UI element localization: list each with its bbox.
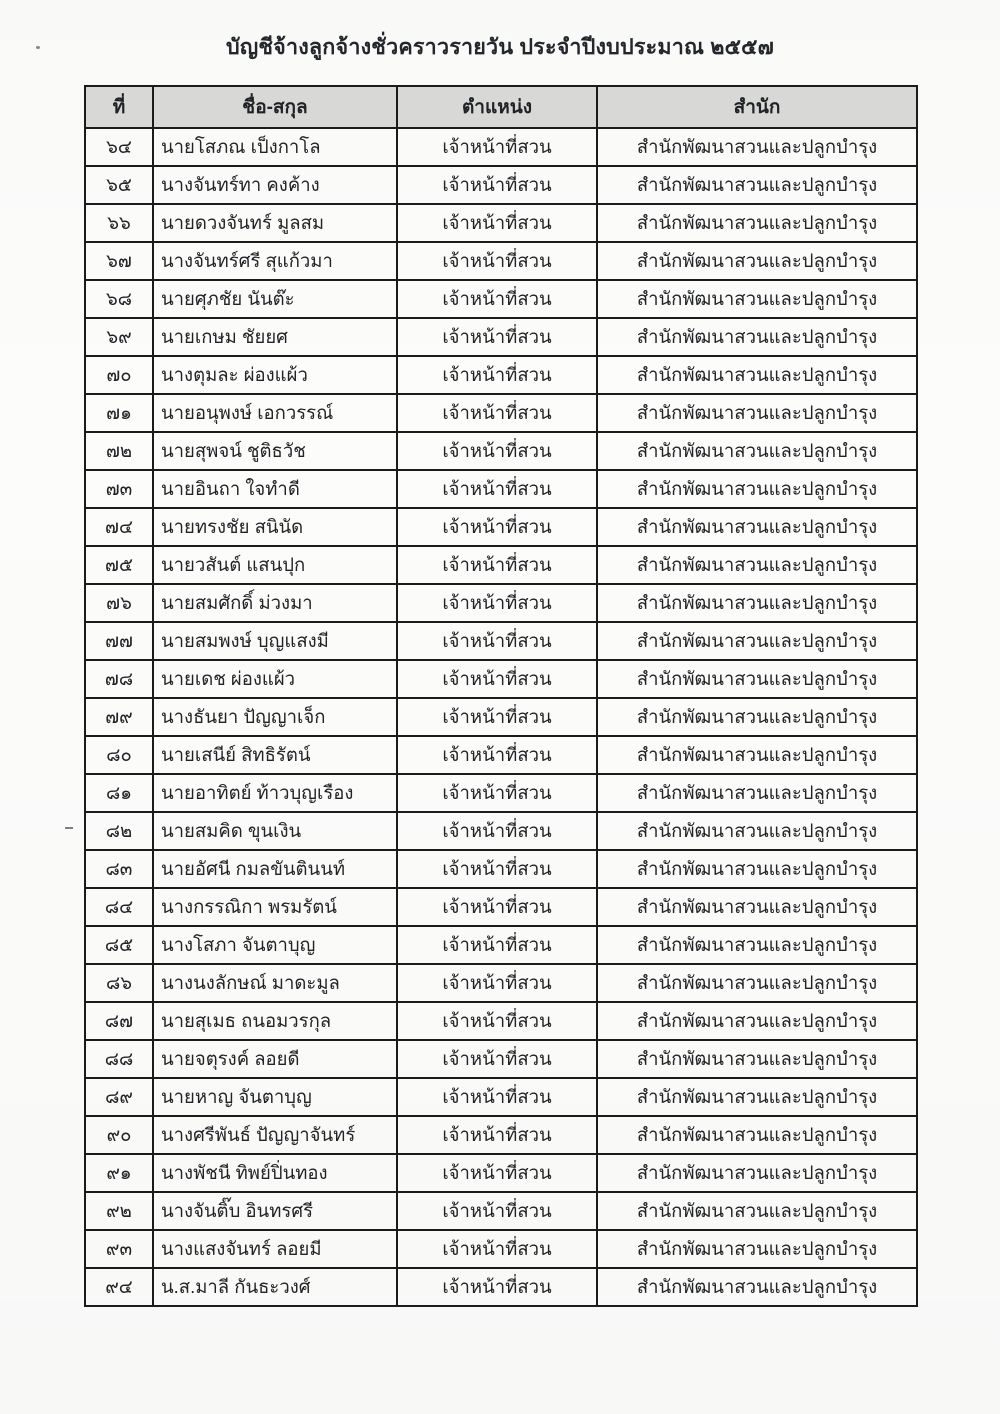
table-row: [85, 166, 917, 204]
cell-office: สำนักพัฒนาสวนและปลูกบำรุง: [597, 698, 917, 736]
cell-office: สำนักพัฒนาสวนและปลูกบำรุง: [597, 508, 917, 546]
cell-name: นายเสนีย์ สิทธิรัตน์: [153, 736, 397, 774]
cell-position: เจ้าหน้าที่สวน: [397, 394, 597, 432]
cell-position: เจ้าหน้าที่สวน: [397, 1154, 597, 1192]
table-row: [85, 1040, 917, 1078]
cell-name: นางศรีพันธ์ ปัญญาจันทร์: [153, 1116, 397, 1154]
cell-no: ๗๑: [85, 394, 153, 432]
cell-name: นายโสภณ เป็งกาโล: [153, 128, 397, 166]
table-header: [85, 86, 917, 128]
cell-name: นายศุภชัย นันต๊ะ: [153, 280, 397, 318]
header-name: ชื่อ-สกุล: [153, 86, 397, 128]
cell-office: สำนักพัฒนาสวนและปลูกบำรุง: [597, 622, 917, 660]
cell-name: นางกรรณิกา พรมรัตน์: [153, 888, 397, 926]
table-row: [85, 1268, 917, 1306]
cell-position: เจ้าหน้าที่สวน: [397, 660, 597, 698]
cell-no: ๘๙: [85, 1078, 153, 1116]
cell-position: เจ้าหน้าที่สวน: [397, 318, 597, 356]
cell-no: ๙๐: [85, 1116, 153, 1154]
cell-office: สำนักพัฒนาสวนและปลูกบำรุง: [597, 926, 917, 964]
cell-position: เจ้าหน้าที่สวน: [397, 242, 597, 280]
cell-position: เจ้าหน้าที่สวน: [397, 774, 597, 812]
cell-name: นางพัชนี ทิพย์ปิ่นทอง: [153, 1154, 397, 1192]
cell-position: เจ้าหน้าที่สวน: [397, 622, 597, 660]
cell-no: ๖๕: [85, 166, 153, 204]
cell-name: นางจันทร์ทา คงค้าง: [153, 166, 397, 204]
cell-position: เจ้าหน้าที่สวน: [397, 280, 597, 318]
cell-office: สำนักพัฒนาสวนและปลูกบำรุง: [597, 166, 917, 204]
table-header-row: [85, 86, 917, 128]
cell-no: ๘๘: [85, 1040, 153, 1078]
cell-position: เจ้าหน้าที่สวน: [397, 888, 597, 926]
cell-position: เจ้าหน้าที่สวน: [397, 1192, 597, 1230]
employee-roster-table: [84, 85, 918, 1307]
table-row: [85, 964, 917, 1002]
cell-name: นางนงลักษณ์ มาดะมูล: [153, 964, 397, 1002]
cell-position: เจ้าหน้าที่สวน: [397, 926, 597, 964]
cell-name: นายสมศักดิ์ ม่วงมา: [153, 584, 397, 622]
cell-name: นางตุมละ ผ่องแผ้ว: [153, 356, 397, 394]
cell-name: นายจตุรงค์ ลอยดี: [153, 1040, 397, 1078]
cell-position: เจ้าหน้าที่สวน: [397, 1002, 597, 1040]
cell-no: ๘๕: [85, 926, 153, 964]
cell-office: สำนักพัฒนาสวนและปลูกบำรุง: [597, 1002, 917, 1040]
cell-name: นายเดช ผ่องแผ้ว: [153, 660, 397, 698]
table-row: [85, 242, 917, 280]
cell-office: สำนักพัฒนาสวนและปลูกบำรุง: [597, 850, 917, 888]
table-row: [85, 394, 917, 432]
cell-position: เจ้าหน้าที่สวน: [397, 736, 597, 774]
cell-no: ๗๕: [85, 546, 153, 584]
cell-office: สำนักพัฒนาสวนและปลูกบำรุง: [597, 1192, 917, 1230]
cell-office: สำนักพัฒนาสวนและปลูกบำรุง: [597, 964, 917, 1002]
cell-name: นายอาทิตย์ ท้าวบุญเรือง: [153, 774, 397, 812]
cell-name: นายสมคิด ขุนเงิน: [153, 812, 397, 850]
cell-name: นางธันยา ปัญญาเจ็ก: [153, 698, 397, 736]
page-title: บัญชีจ้างลูกจ้างชั่วคราวรายวัน ประจำปีงบประมาณ ๒๕๕๗: [226, 35, 774, 59]
cell-position: เจ้าหน้าที่สวน: [397, 546, 597, 584]
cell-no: ๗๒: [85, 432, 153, 470]
cell-no: ๙๑: [85, 1154, 153, 1192]
cell-no: ๗๗: [85, 622, 153, 660]
cell-name: นายสุเมธ ถนอมวรกุล: [153, 1002, 397, 1040]
cell-no: ๘๐: [85, 736, 153, 774]
cell-no: ๖๖: [85, 204, 153, 242]
header-office: สำนัก: [597, 86, 917, 128]
cell-office: สำนักพัฒนาสวนและปลูกบำรุง: [597, 128, 917, 166]
cell-no: ๖๔: [85, 128, 153, 166]
table-row: [85, 470, 917, 508]
cell-office: สำนักพัฒนาสวนและปลูกบำรุง: [597, 1230, 917, 1268]
cell-name: นายอัศนี กมลขันตินนท์: [153, 850, 397, 888]
table-row: [85, 204, 917, 242]
table-row: [85, 622, 917, 660]
cell-office: สำนักพัฒนาสวนและปลูกบำรุง: [597, 546, 917, 584]
cell-no: ๗๐: [85, 356, 153, 394]
cell-name: นายทรงชัย สนินัด: [153, 508, 397, 546]
cell-position: เจ้าหน้าที่สวน: [397, 470, 597, 508]
cell-office: สำนักพัฒนาสวนและปลูกบำรุง: [597, 356, 917, 394]
cell-position: เจ้าหน้าที่สวน: [397, 356, 597, 394]
cell-no: ๘๓: [85, 850, 153, 888]
cell-position: เจ้าหน้าที่สวน: [397, 584, 597, 622]
cell-position: เจ้าหน้าที่สวน: [397, 432, 597, 470]
cell-position: เจ้าหน้าที่สวน: [397, 508, 597, 546]
cell-no: ๘๔: [85, 888, 153, 926]
table-body: [85, 128, 917, 1306]
table-row: [85, 1002, 917, 1040]
table-row: [85, 128, 917, 166]
cell-name: นางจันทร์ศรี สุแก้วมา: [153, 242, 397, 280]
cell-office: สำนักพัฒนาสวนและปลูกบำรุง: [597, 1154, 917, 1192]
cell-name: นางโสภา จันตาบุญ: [153, 926, 397, 964]
table-row: [85, 280, 917, 318]
cell-name: นายเกษม ชัยยศ: [153, 318, 397, 356]
cell-office: สำนักพัฒนาสวนและปลูกบำรุง: [597, 1040, 917, 1078]
scan-artifact-dash: [65, 827, 73, 829]
table-row: [85, 1116, 917, 1154]
table-row: [85, 774, 917, 812]
cell-name: นายสมพงษ์ บุญแสงมี: [153, 622, 397, 660]
table-row: [85, 1154, 917, 1192]
cell-name: นายสุพจน์ ชูติธวัช: [153, 432, 397, 470]
table-row: [85, 508, 917, 546]
cell-office: สำนักพัฒนาสวนและปลูกบำรุง: [597, 318, 917, 356]
table-row: [85, 584, 917, 622]
cell-no: ๖๘: [85, 280, 153, 318]
cell-office: สำนักพัฒนาสวนและปลูกบำรุง: [597, 432, 917, 470]
table-row: [85, 888, 917, 926]
cell-position: เจ้าหน้าที่สวน: [397, 1040, 597, 1078]
cell-office: สำนักพัฒนาสวนและปลูกบำรุง: [597, 394, 917, 432]
cell-no: ๙๔: [85, 1268, 153, 1306]
cell-no: ๗๔: [85, 508, 153, 546]
cell-name: นายอินถา ใจทำดี: [153, 470, 397, 508]
cell-office: สำนักพัฒนาสวนและปลูกบำรุง: [597, 888, 917, 926]
cell-position: เจ้าหน้าที่สวน: [397, 812, 597, 850]
cell-no: ๗๖: [85, 584, 153, 622]
cell-no: ๖๗: [85, 242, 153, 280]
cell-office: สำนักพัฒนาสวนและปลูกบำรุง: [597, 242, 917, 280]
cell-name: นายวสันต์ แสนปุก: [153, 546, 397, 584]
header-position: ตำแหน่ง: [397, 86, 597, 128]
cell-office: สำนักพัฒนาสวนและปลูกบำรุง: [597, 736, 917, 774]
cell-office: สำนักพัฒนาสวนและปลูกบำรุง: [597, 1268, 917, 1306]
table-row: [85, 432, 917, 470]
cell-position: เจ้าหน้าที่สวน: [397, 128, 597, 166]
cell-name: นายดวงจันทร์ มูลสม: [153, 204, 397, 242]
table-row: [85, 1192, 917, 1230]
cell-position: เจ้าหน้าที่สวน: [397, 204, 597, 242]
cell-name: นางจันติ๊บ อินทรศรี: [153, 1192, 397, 1230]
cell-office: สำนักพัฒนาสวนและปลูกบำรุง: [597, 812, 917, 850]
cell-no: ๘๗: [85, 1002, 153, 1040]
cell-name: นางแสงจันทร์ ลอยมี: [153, 1230, 397, 1268]
cell-office: สำนักพัฒนาสวนและปลูกบำรุง: [597, 204, 917, 242]
table-row: [85, 660, 917, 698]
cell-office: สำนักพัฒนาสวนและปลูกบำรุง: [597, 280, 917, 318]
cell-office: สำนักพัฒนาสวนและปลูกบำรุง: [597, 470, 917, 508]
table-row: [85, 850, 917, 888]
cell-office: สำนักพัฒนาสวนและปลูกบำรุง: [597, 660, 917, 698]
cell-no: ๘๖: [85, 964, 153, 1002]
cell-no: ๘๑: [85, 774, 153, 812]
table-row: [85, 1230, 917, 1268]
cell-name: นายอนุพงษ์ เอกวรรณ์: [153, 394, 397, 432]
table-row: [85, 926, 917, 964]
table-row: [85, 736, 917, 774]
cell-office: สำนักพัฒนาสวนและปลูกบำรุง: [597, 1078, 917, 1116]
cell-name: นายหาญ จันตาบุญ: [153, 1078, 397, 1116]
cell-no: ๘๒: [85, 812, 153, 850]
table-row: [85, 812, 917, 850]
cell-position: เจ้าหน้าที่สวน: [397, 964, 597, 1002]
cell-no: ๗๘: [85, 660, 153, 698]
cell-no: ๙๒: [85, 1192, 153, 1230]
table-row: [85, 698, 917, 736]
header-no: ที่: [85, 86, 153, 128]
cell-position: เจ้าหน้าที่สวน: [397, 850, 597, 888]
cell-name: น.ส.มาลี กันธะวงศ์: [153, 1268, 397, 1306]
cell-no: ๖๙: [85, 318, 153, 356]
cell-position: เจ้าหน้าที่สวน: [397, 698, 597, 736]
cell-office: สำนักพัฒนาสวนและปลูกบำรุง: [597, 1116, 917, 1154]
table-row: [85, 318, 917, 356]
cell-position: เจ้าหน้าที่สวน: [397, 1116, 597, 1154]
table-row: [85, 1078, 917, 1116]
cell-position: เจ้าหน้าที่สวน: [397, 1268, 597, 1306]
cell-office: สำนักพัฒนาสวนและปลูกบำรุง: [597, 774, 917, 812]
table-row: [85, 356, 917, 394]
cell-position: เจ้าหน้าที่สวน: [397, 1230, 597, 1268]
cell-no: ๗๙: [85, 698, 153, 736]
cell-no: ๙๓: [85, 1230, 153, 1268]
table-row: [85, 546, 917, 584]
cell-position: เจ้าหน้าที่สวน: [397, 166, 597, 204]
cell-office: สำนักพัฒนาสวนและปลูกบำรุง: [597, 584, 917, 622]
cell-no: ๗๓: [85, 470, 153, 508]
cell-position: เจ้าหน้าที่สวน: [397, 1078, 597, 1116]
